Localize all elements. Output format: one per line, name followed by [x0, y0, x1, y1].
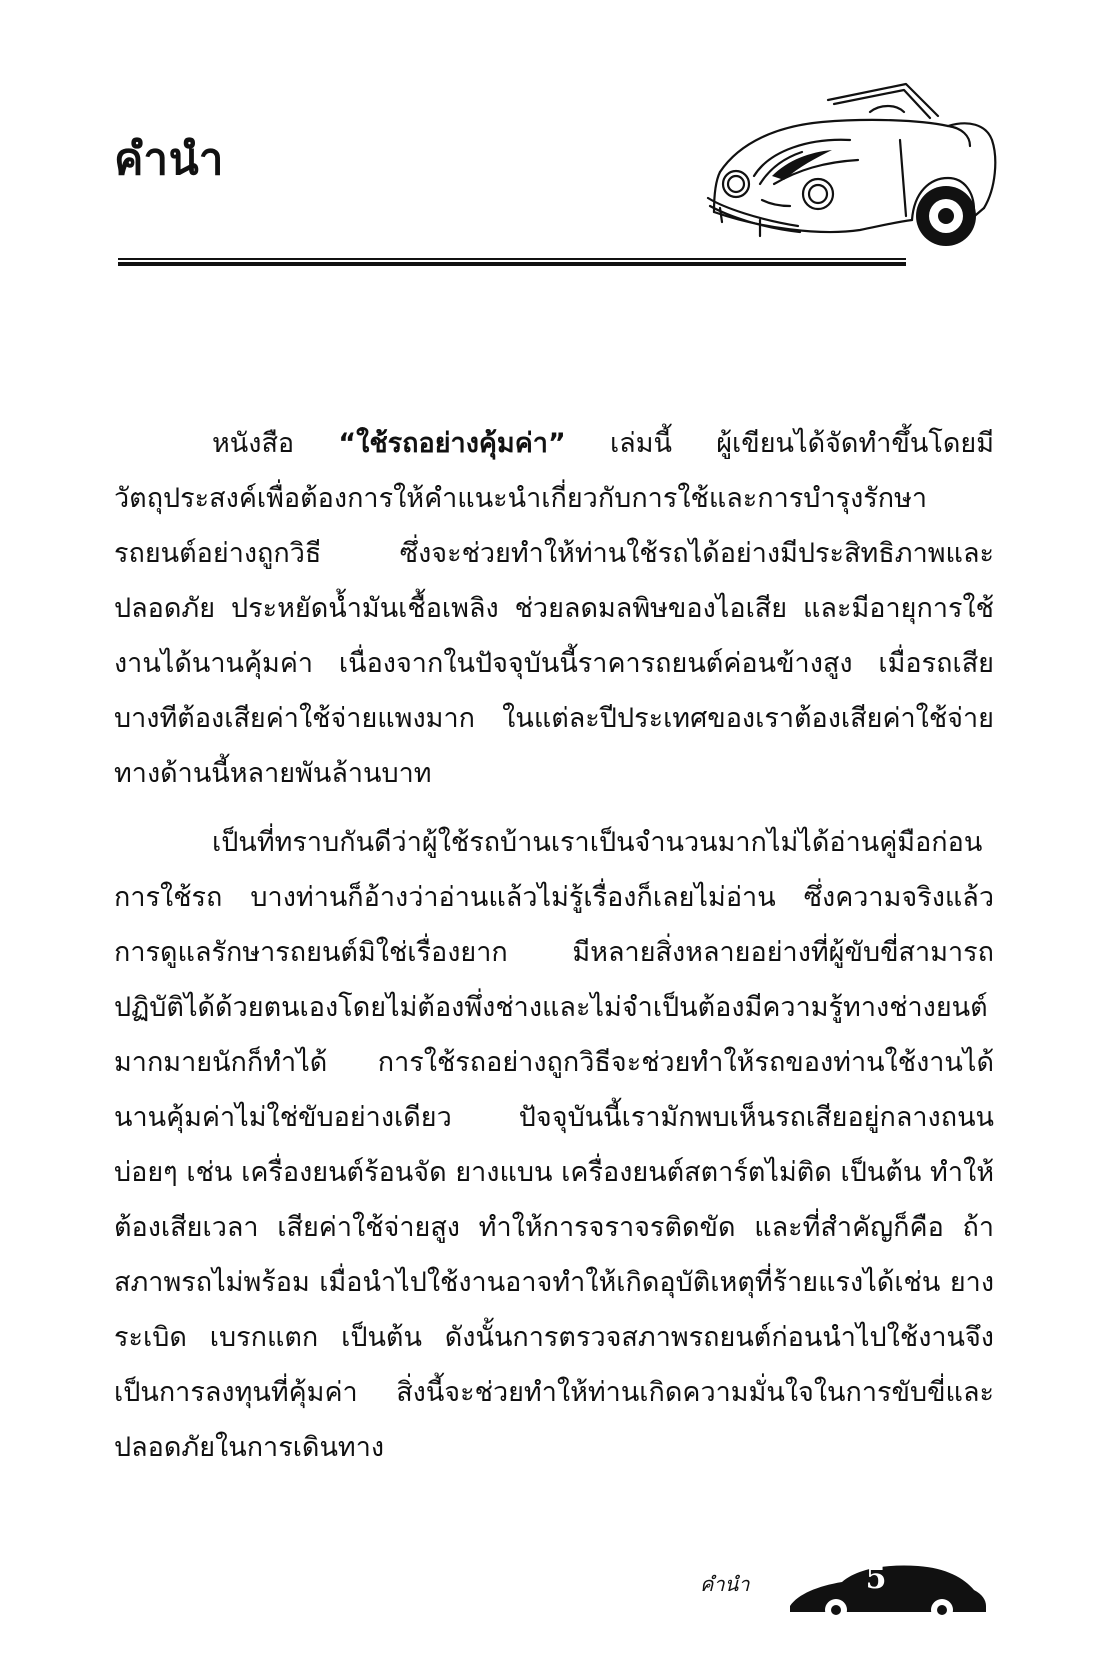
paragraph-1-rest: เล่มนี้ ผู้เขียนได้จัดทำขึ้นโดยมีวัตถุประสงค์เพื่อต้องการให้คำแนะนำเกี่ยวกับการใช้และการบำรุงรักษารถยนต์อย่างถูกวิธี ซึ่งจะช่วยทำให้ท่านใช้รถได้อย่างมีประสิทธิภาพและปลอดภัย ประหยัดน้ำมันเชื้อเพลิง ช่วยลดมลพิษของไอเสีย และมีอายุการใช้งานได้นานคุ้มค่า เนื่องจากในปัจจุบันนี้ราคารถยนต์ค่อนข้างสูง เมื่อรถเสียบางทีต้องเสียค่าใช้จ่ายแพงมาก ในแต่ละปีประเทศของเราต้องเสียค่าใช้จ่ายทางด้านนี้หลายพันล้านบาท: [114, 428, 994, 789]
page-footer: [700, 1560, 1000, 1620]
paragraph-2: เป็นที่ทราบกันดีว่าผู้ใช้รถบ้านเราเป็นจำนวนมากไม่ได้อ่านคู่มือก่อนการใช้รถ บางท่านก็อ้างว่าอ่านแล้วไม่รู้เรื่องก็เลยไม่อ่าน ซึ่งความจริงแล้วการดูแลรักษารถยนต์มิใช่เรื่องยาก มีหลายสิ่งหลายอย่างที่ผู้ขับขี่สามารถปฏิบัติได้ด้วยตนเองโดยไม่ต้องพึ่งช่างและไม่จำเป็นต้องมีความรู้ทางช่างยนต์มากมายนักก็ทำได้ การใช้รถอย่างถูกวิธีจะช่วยทำให้รถของท่านใช้งานได้นานคุ้มค่าไม่ใช่ขับอย่างเดียว ปัจจุบันนี้เรามักพบเห็นรถเสียอยู่กลางถนนบ่อยๆ เช่น เครื่องยนต์ร้อนจัด ยางแบน เครื่องยนต์สตาร์ตไม่ติด เป็นต้น ทำให้ต้องเสียเวลา เสียค่าใช้จ่ายสูง ทำให้การจราจรติดขัด และที่สำคัญก็คือ ถ้าสภาพรถไม่พร้อม เมื่อนำไปใช้งานอาจทำให้เกิดอุบัติเหตุที่ร้ายแรงได้เช่น ยางระเบิด เบรกแตก เป็นต้น ดังนั้นการตรวจสภาพรถยนต์ก่อนนำไปใช้งานจึงเป็นการลงทุนที่คุ้มค่า สิ่งนี้จะช่วยทำให้ท่านเกิดความมั่นใจในการขับขี่และปลอดภัยในการเดินทาง: [114, 827, 994, 1463]
vintage-convertible-car-icon: [700, 80, 1000, 270]
page-title: คำนำ: [114, 134, 224, 185]
header-rule-thick-line: [118, 262, 906, 266]
page-number: 5: [865, 1561, 887, 1596]
footer-section-label: คำนำ: [700, 1572, 750, 1596]
paragraph-1: [114, 416, 994, 801]
book-title: “ใช้รถอย่างคุ้มค่า”: [338, 428, 566, 459]
body-text: [114, 416, 994, 1489]
paragraph-1-lead: หนังสือ: [212, 428, 339, 459]
header-rule: [118, 258, 906, 266]
header-rule-thin-line: [118, 258, 906, 260]
